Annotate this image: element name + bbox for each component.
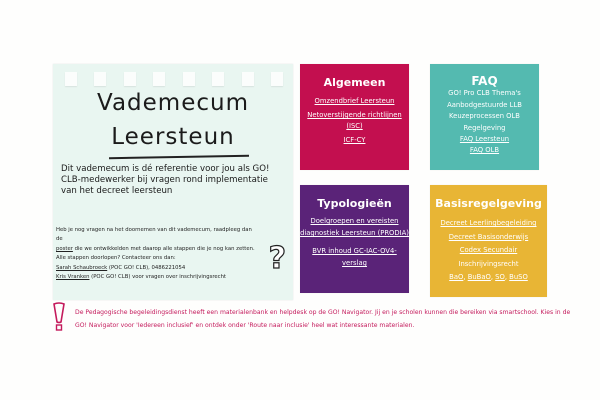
link-faq-leersteun[interactable]: FAQ Leersteun <box>459 135 510 143</box>
tile-title: Typologieën <box>317 197 392 210</box>
faq-item: Regelgeving <box>463 123 506 132</box>
tape-strip <box>65 72 283 88</box>
tape-piece <box>94 72 106 86</box>
tape-piece <box>271 72 283 86</box>
contact-sarah-link[interactable]: Sarah Schaubroeck <box>56 264 108 271</box>
link-bao[interactable]: BaO <box>449 273 464 281</box>
tile-title: Basisregelgeving <box>435 197 542 210</box>
tape-piece <box>124 72 136 86</box>
vademecum-card <box>53 64 293 300</box>
question-mark-icon: ? <box>268 241 286 276</box>
link-decreet-basisonderwijs[interactable]: Decreet Basisonderwijs <box>448 232 529 241</box>
tile-basisregelgeving <box>430 185 547 297</box>
link-faq-olb[interactable]: FAQ OLB <box>469 145 500 154</box>
link-bubao[interactable]: BuBaO <box>467 273 491 281</box>
contact-kris-link[interactable]: Kris Vranken <box>56 274 90 281</box>
link-so[interactable]: SO <box>495 273 505 281</box>
contact-text: (POC GO! CLB), 0486221054 <box>107 264 186 271</box>
contact-text: Alle stappen doorlopen? Contacteer ons dan: <box>56 255 176 262</box>
faq-item: GO! Pro CLB Thema's <box>448 89 521 97</box>
link-bvr-inhoud[interactable]: BVR inhoud GC-IAC-OV4-verslag <box>312 247 397 267</box>
faq-item: Aanbodgestuurde LLB <box>447 100 522 109</box>
link-codex-secundair[interactable]: Codex Secundair <box>459 246 518 254</box>
contact-text: (POC GO! CLB) voor vragen over inschrijvingsrecht <box>89 274 227 281</box>
link-buso[interactable]: BuSO <box>509 273 528 281</box>
contact-text: die we ontwikkelden met daarop alle stappen die je nog kan zetten. <box>72 245 255 252</box>
link-decreet-leerlingbegeleiding[interactable]: Decreet Leerlingbegeleiding <box>440 219 537 227</box>
link-doelgroepen-prodia[interactable]: Doelgroepen en vereisten diagnostiek Leersteun (PRODIA) <box>300 217 409 237</box>
page-title-line2: Leersteun <box>111 124 235 150</box>
contact-text: Heb je nog vragen na het doornemen van dit vademecum, raadpleeg dan de <box>56 227 252 243</box>
tile-algemeen <box>300 64 409 170</box>
poster-link[interactable]: poster <box>56 245 73 252</box>
tape-piece <box>153 72 165 86</box>
tape-piece <box>212 72 224 86</box>
exclamation-icon <box>52 302 66 332</box>
inschrijvingsrecht-links: BaO, BuBaO, SO, BuSO <box>449 273 528 281</box>
faq-item: Keuzeprocessen OLB <box>449 112 520 120</box>
tape-piece <box>183 72 195 86</box>
intro-text: Dit vademecum is dé referentie voor jou als GO! CLB-medewerker bij vragen rond implementatie van het decreet leersteun <box>61 164 270 196</box>
link-icf-cy[interactable]: ICF-CY <box>343 136 366 144</box>
tape-piece <box>242 72 254 86</box>
contact-info <box>56 226 259 282</box>
title-underline <box>109 155 249 159</box>
page-title-line1: Vademecum <box>97 90 249 116</box>
link-omzendbrief[interactable]: Omzendbrief Leersteun <box>314 97 395 105</box>
tile-title: FAQ <box>471 74 498 88</box>
navigator-notice: De Pedagogische begeleidingsdienst heeft een materialenbank en helpdesk op de GO! Navigator. Jij en je scholen kunnen die bereiken via smartschool. Kies in de GO! Navigator voor 'Iedereen inclusief' en ontdek onder 'Route naar inclusie' heel wat interessante materialen. <box>75 309 571 329</box>
inschrijvingsrecht-label: Inschrijvingsrecht <box>458 259 519 268</box>
tape-piece <box>65 72 77 86</box>
link-netoverstijgende-richtlijnen[interactable]: Netoverstijgende richtlijnen (ISC) <box>307 111 402 130</box>
tile-typologieen <box>300 185 409 293</box>
tile-title: Algemeen <box>323 76 386 89</box>
tile-faq <box>430 64 539 170</box>
